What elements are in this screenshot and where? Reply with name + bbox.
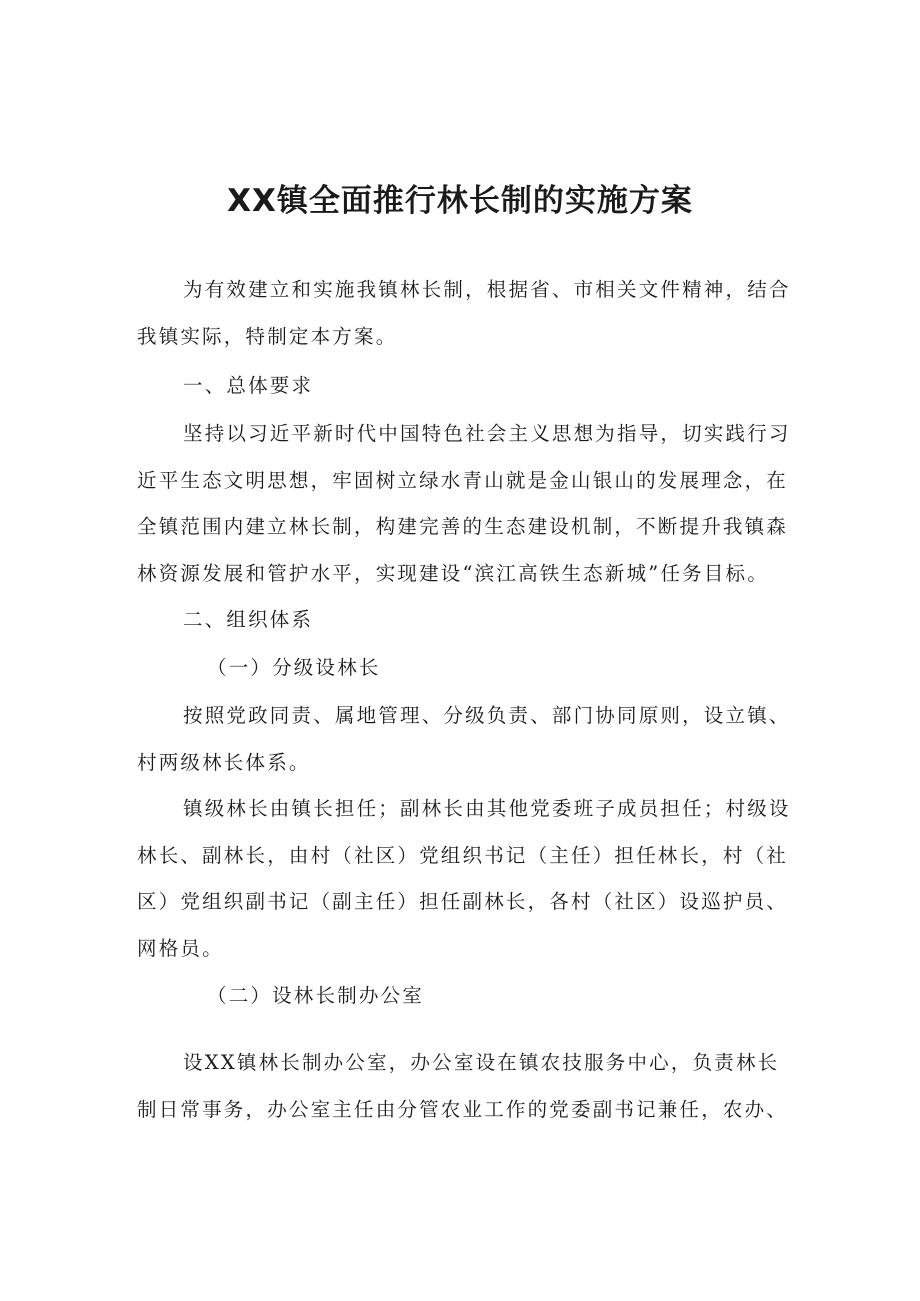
text-line: 镇级林长由镇长担任；副林长由其他党委班子成员担任；村级设: [183, 797, 791, 820]
text-line: 为有效建立和实施我镇林长制，根据省、市相关文件精神，结合: [183, 278, 791, 301]
text-line: 我镇实际，特制定本方案。: [137, 324, 398, 348]
text-line: （一）分级设林长: [207, 656, 381, 679]
subheading-tiered-chiefs: [137, 645, 797, 692]
text-line: 网格员。: [137, 936, 224, 960]
text-line: 全镇范围内建立林长制，构建完善的生态建设机制，不断提升我镇森: [137, 515, 789, 538]
heading-organization-system: [137, 597, 797, 644]
text-line: 村两级林长体系。: [137, 750, 311, 774]
paragraph-two-tier-system: [137, 693, 797, 786]
paragraph-intro: [137, 267, 797, 360]
subheading-chief-office: [137, 973, 797, 1020]
heading-general-requirements: [137, 363, 797, 410]
text-line: 林长、副林长，由村（社区）党组织书记（主任）担任林长，村（社: [137, 843, 789, 867]
text-line: 近平生态文明思想，牢固树立绿水青山就是金山银山的发展理念，在: [137, 468, 789, 492]
text-line: 设XX镇林长制办公室，办公室设在镇农技服务中心，负责林长: [183, 1051, 780, 1074]
text-line: 制日常事务，办公室主任由分管农业工作的党委副书记兼任，农办、: [137, 1097, 789, 1121]
document-title: XX镇全面推行林长制的实施方案: [227, 183, 693, 219]
text-line: 坚持以习近平新时代中国特色社会主义思想为指导，切实践行习: [183, 422, 791, 445]
text-line: （二）设林长制办公室: [207, 984, 425, 1007]
text-line: 区）党组织副书记（副主任）担任副林长，各村（社区）设巡护员、: [137, 890, 789, 913]
text-line: 林资源发展和管护水平，实现建设“滨江高铁生态新城”任务目标。: [137, 561, 769, 585]
text-line: 一、总体要求: [183, 374, 314, 397]
text-line: 二、组织体系: [183, 608, 314, 631]
text-line: 按照党政同责、属地管理、分级负责、部门协同原则，设立镇、: [183, 704, 791, 727]
paragraph-office-setup: [137, 1040, 797, 1133]
paragraph-guiding-principle: [137, 411, 797, 597]
paragraph-chief-appointment: [137, 786, 797, 972]
